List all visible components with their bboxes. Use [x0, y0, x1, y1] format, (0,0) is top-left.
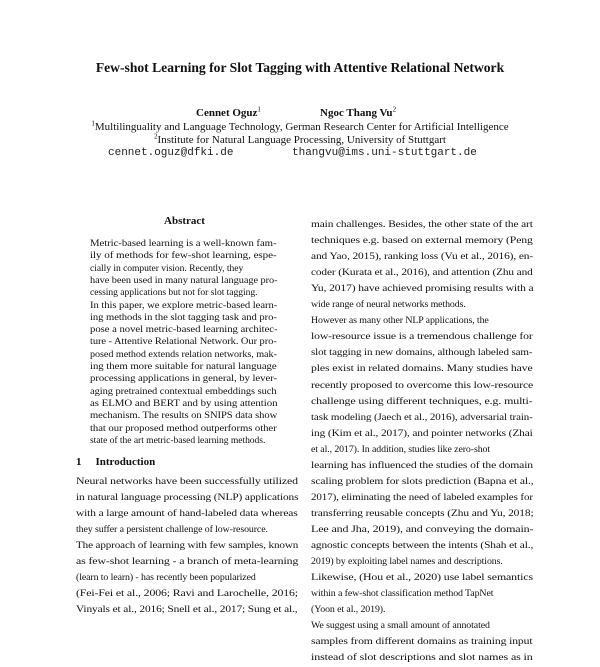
right-column-line: Lee and Jha, 2019), and conveying the domain-	[311, 523, 534, 535]
right-column-line: wide range of neural networks methods.	[311, 299, 466, 311]
right-column-line: instead of slot descriptions and slot names as in	[311, 652, 533, 664]
right-column-line: and Yao, 2015), ranking loss (Vu et al., 2016), en-	[311, 251, 534, 263]
abstract-line: ing them more suitable for natural language	[90, 361, 277, 372]
abstract-line: as ELMO and BERT and by using attention	[90, 397, 278, 409]
abstract-line: state of the art metric-based learning methods.	[90, 434, 266, 446]
introduction-line: they suffer a persistent challenge of low-resource.	[76, 524, 268, 536]
introduction-line: with a large amount of hand-labeled data whereas	[76, 508, 298, 520]
right-column-line: low-resource issue is a tremendous challenge for	[311, 331, 533, 343]
abstract-line: cessing applications but not for slot tagging.	[90, 287, 258, 299]
affiliation-1-sup: 1	[91, 119, 95, 128]
abstract-line: In this paper, we explore metric-based learn-	[90, 299, 278, 311]
introduction-line: as few-shot learning - a branch of meta-learning	[76, 556, 299, 568]
introduction-line: (Fei-Fei et al., 2006; Ravi and Larochelle, 2016;	[76, 588, 298, 600]
abstract-line: cially in computer vision. Recently, they	[90, 262, 244, 274]
right-column-line: techniques e.g. based on external memory (Peng	[311, 235, 533, 247]
affiliation-2-text: Institute for Natural Language Processing, University of Stuttgart	[157, 134, 446, 146]
abstract-line: posed method extends relation networks, mak-	[90, 348, 277, 360]
abstract-line: pose a novel metric-based learning architec-	[90, 324, 278, 336]
right-column-line: agnostic concepts between the intents (Shah et al.,	[311, 540, 534, 551]
introduction-line: (learn to learn) - has recently been popularized	[76, 572, 256, 584]
author-2-sup: 2	[392, 105, 397, 114]
author-1-sup: 1	[257, 105, 261, 114]
email-1: cennet.oguz@dfki.de	[108, 147, 234, 159]
affiliation-2	[0, 134, 600, 146]
right-column-line: learning has influenced the studies of the domain	[311, 459, 533, 471]
right-column-line: 2017), eliminating the need of labeled examples for	[311, 491, 533, 503]
right-column-line: challenge using different techniques, e.g. multi-	[311, 395, 533, 407]
author-2	[320, 107, 396, 119]
introduction-line: Neural networks have been successfully utilized	[76, 476, 298, 487]
right-column-line: task modeling (Jaech et al., 2016), adversarial train-	[311, 411, 533, 423]
abstract-line: have been used in many natural language pro-	[90, 274, 278, 286]
abstract-heading: Abstract	[164, 215, 205, 227]
right-column-line: Yu, 2017) have achieved promising results with a	[311, 283, 534, 295]
right-column-line: main challenges. Besides, the other state of the art	[311, 219, 533, 230]
introduction-heading	[76, 456, 155, 468]
affiliation-1	[0, 121, 600, 133]
affiliation-2-sup: 2	[154, 132, 158, 141]
right-column-line: Likewise, (Hou et al., 2020) use label semantics	[311, 572, 533, 584]
abstract-line: ing methods in the slot tagging task and pro-	[90, 311, 277, 323]
abstract-line: processing applications in general, by lever-	[90, 373, 278, 385]
introduction-number: 1	[76, 456, 82, 468]
right-column-line: transferring reusable concepts (Zhu and Yu, 2018;	[311, 507, 534, 519]
paper-title: Few-shot Learning for Slot Tagging with Attentive Relational Network	[95, 60, 505, 75]
right-column-line: ing (Kim et al., 2017), and pointer networks (Zhai	[311, 427, 533, 439]
right-column-line: 2019) by exploiting label names and descriptions.	[311, 556, 503, 568]
abstract-line: that our proposed method outperforms other	[90, 422, 277, 434]
email-2: thangvu@ims.uni-stuttgart.de	[292, 147, 477, 159]
right-column-line: (Yoon et al., 2019).	[311, 604, 386, 616]
abstract-line: ture - Attentive Relational Network. Our pro-	[90, 336, 277, 348]
introduction-line: Vinyals et al., 2016; Snell et al., 2017; Sung et al.,	[76, 604, 298, 616]
abstract-line: aging pretrained contextual embeddings such	[90, 385, 277, 397]
introduction-line: The approach of learning with few samples, known	[76, 540, 299, 552]
right-column-line: recently proposed to overcome this low-resource	[311, 379, 534, 391]
right-column-line: ples exist in related domains. Many studies have	[311, 363, 533, 375]
abstract-line: Metric-based learning is a well-known fam-	[90, 238, 277, 249]
author-1-name: Cennet Oguz	[196, 107, 258, 119]
right-column-line: et al., 2017). In addition, studies like zero-shot	[311, 443, 491, 455]
author-2-name: Ngoc Thang Vu	[320, 107, 393, 119]
right-column-line: within a few-shot classification method TapNet	[311, 588, 494, 600]
abstract-line: mechanism. The results on SNIPS data show	[90, 410, 278, 422]
author-1	[196, 107, 261, 119]
right-column-line: samples from different domains as training input	[311, 636, 533, 648]
right-column-line: However as many other NLP applications, the	[311, 315, 489, 327]
right-column-line: coder (Kurata et al., 2016), and attention (Zhu and	[311, 267, 533, 279]
abstract-line: ily of methods for few-shot learning, espe-	[90, 250, 277, 262]
affiliation-1-text: Multilinguality and Language Technology, German Research Center for Artificial Intelligence	[94, 121, 509, 133]
introduction-title: Introduction	[95, 456, 156, 468]
right-column-line: scaling problem for slots prediction (Bapna et al.,	[311, 475, 534, 487]
right-column-line: slot tagging in new domains, although labeled sam-	[311, 347, 533, 359]
right-column-line: We suggest using a small amount of annotated	[311, 620, 490, 632]
introduction-line: in natural language processing (NLP) applications	[76, 492, 299, 504]
